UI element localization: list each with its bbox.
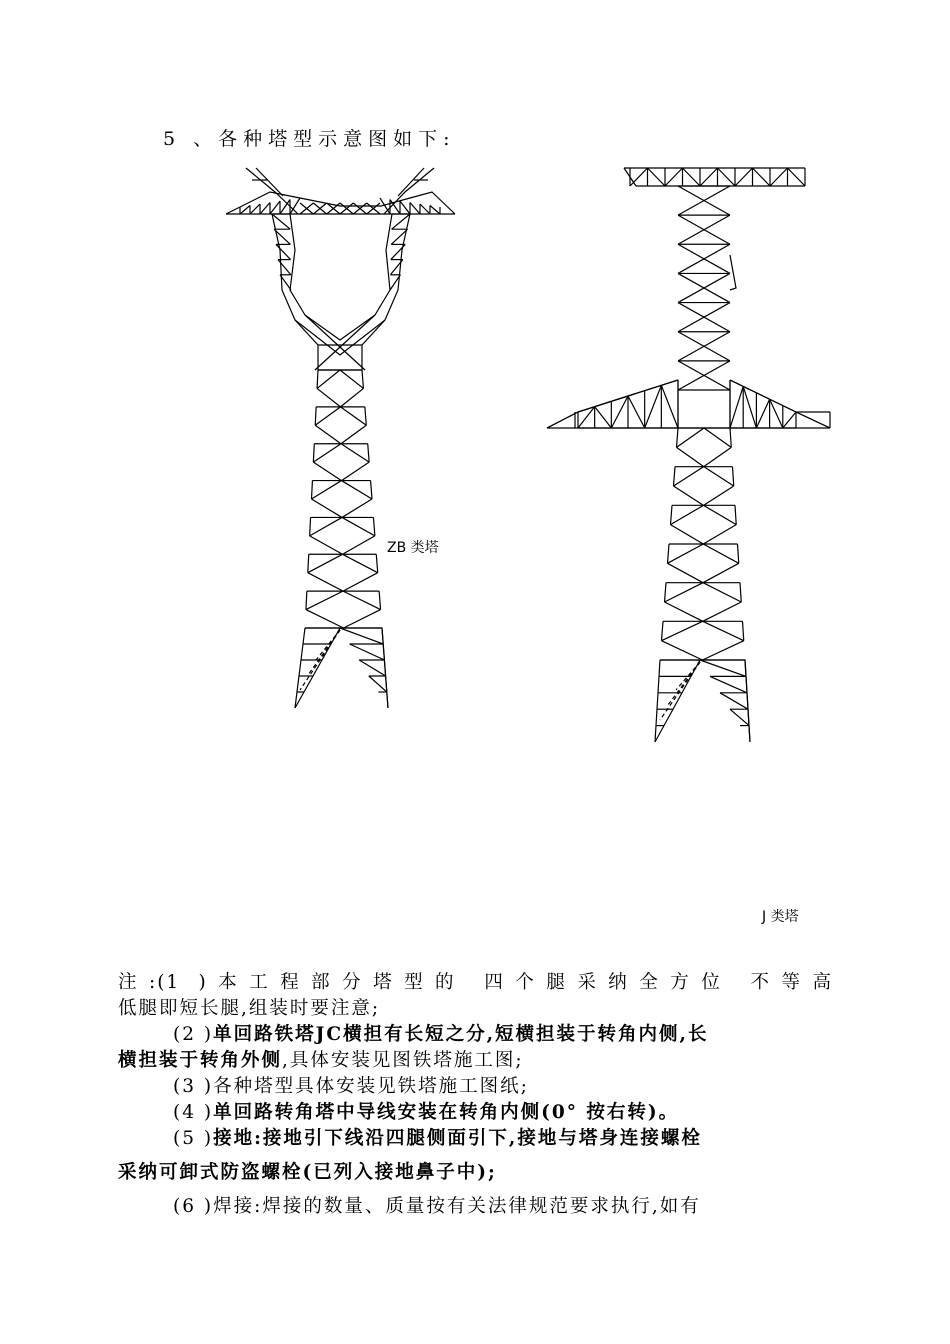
zb-tower-label: ZB 类塔 [387, 540, 439, 556]
note-2: (2 )单回路铁塔JC横担有长短之分,短横担装于转角内侧,长 [173, 1024, 709, 1045]
zb-tower-drawing [226, 168, 455, 708]
notes-block [118, 970, 833, 1220]
note-6: (6 )焊接:焊接的数量、质量按有关法律规范要求执行,如有 [173, 1196, 701, 1217]
j-tower-drawing [547, 168, 830, 742]
section-heading: 5 、各种塔型示意图如下: [163, 128, 456, 150]
j-tower-label: J 类塔 [762, 909, 799, 925]
note-5: (5 )接地:接地引下线沿四腿侧面引下,接地与塔身连接螺栓 [173, 1128, 702, 1149]
note-5-cont: 采纳可卸式防盗螺栓(已列入接地鼻子中); [118, 1162, 497, 1183]
note-4: (4 )单回路转角塔中导线安装在转角内侧(0° 按右转)。 [173, 1102, 680, 1123]
note-1-line-a: 注:(1 )本工程部分塔型的 四个腿采纳全方位 不等高 [118, 972, 833, 993]
note-1-line-b: 低腿即短长腿,组装时要注意; [118, 998, 381, 1019]
note-3: (3 )各种塔型具体安装见铁塔施工图纸; [173, 1076, 529, 1097]
note-2-cont: 横担装于转角外侧,具体安装见图铁塔施工图; [118, 1050, 524, 1071]
